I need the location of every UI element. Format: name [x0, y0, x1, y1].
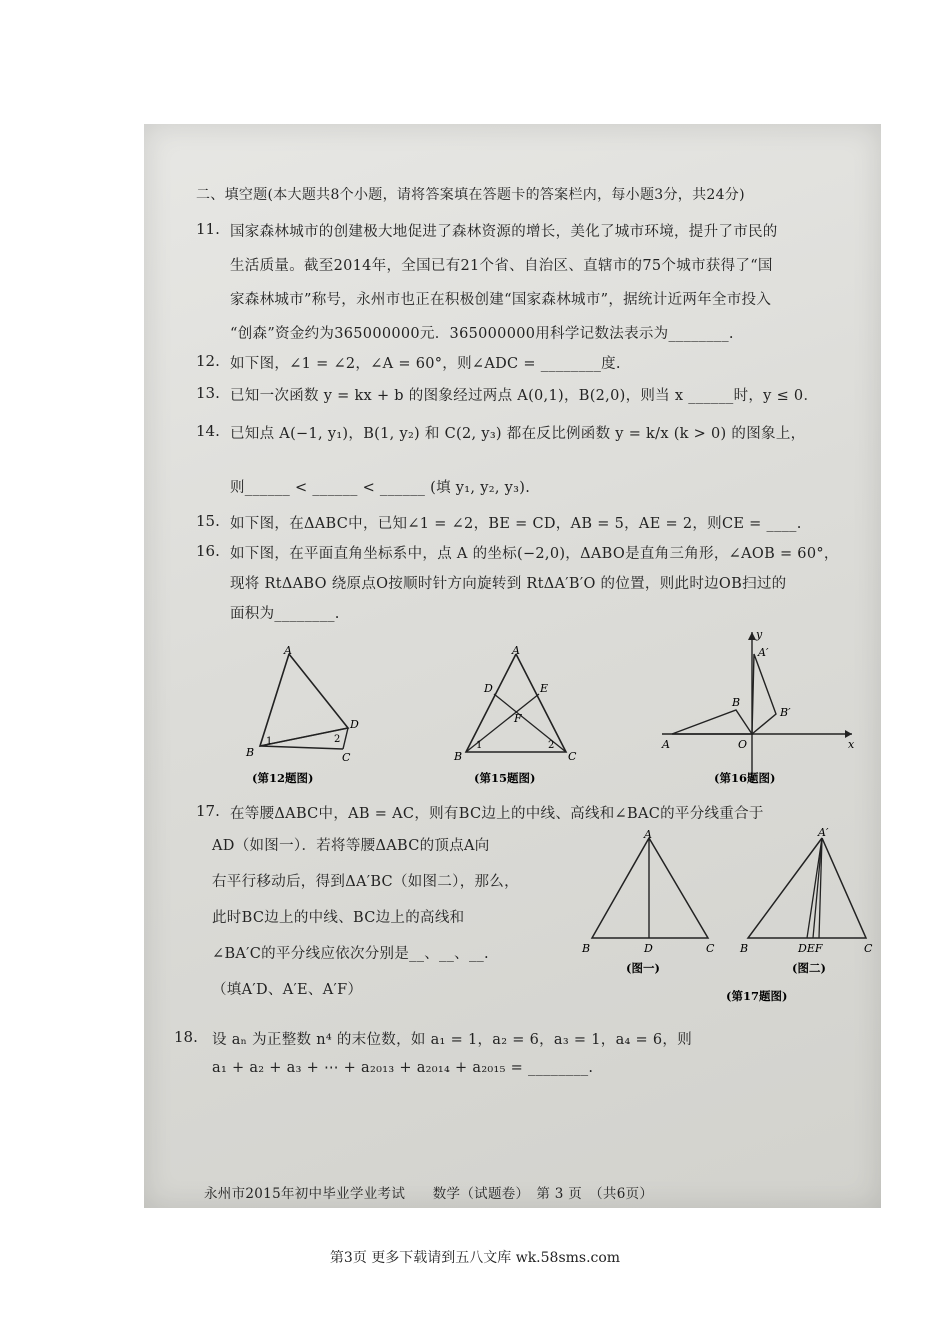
q18-line-2: a₁ + a₂ + a₃ + ⋯ + a₂₀₁₃ + a₂₀₁₄ + a₂₀₁₅ = ________.	[212, 1060, 594, 1076]
figure-17	[576, 828, 876, 1008]
fig15-label-d: D	[484, 682, 493, 695]
fig17b-label-c: C	[864, 942, 873, 955]
q16-line-1: 如下图，在平面直角坐标系中，点 A 的坐标(−2,0)，ΔABO是直角三角形，∠AOB = 60°，	[230, 546, 839, 562]
page-footer: 第3页 更多下载请到五八文库 wk.58sms.com	[329, 1250, 621, 1266]
q11-line-3: 家森林城市”称号，永州市也正在积极创建“国家森林城市”，据统计近两年全市投入	[230, 292, 772, 308]
q17-number: 17.	[196, 802, 220, 820]
q18-line-1: 设 aₙ 为正整数 n⁴ 的末位数，如 a₁ = 1，a₂ = 6，a₃ = 1，a₄ = 6，则	[212, 1032, 693, 1048]
fig15-label-f: F	[514, 712, 522, 725]
fig15-label-c: C	[568, 750, 577, 763]
fig17a-label-a: A	[644, 828, 652, 841]
fig15-label-e: E	[540, 682, 549, 695]
q16-number: 16.	[196, 542, 220, 560]
fig16-label-y: y	[756, 628, 763, 641]
fig17b-label-b: B	[740, 942, 749, 955]
q17-line-6: （填A′D、A′E、A′F）	[212, 982, 363, 998]
figure-12	[232, 644, 372, 789]
fig15-angle-2: 2	[548, 740, 555, 751]
fig15-angle-1: 1	[476, 740, 483, 751]
fig15-caption: (第15题图)	[474, 771, 536, 785]
q11-line-1: 国家森林城市的创建极大地促进了森林资源的增长，美化了城市环境，提升了市民的	[230, 224, 778, 240]
q12-number: 12.	[196, 352, 220, 370]
fig16-label-o: O	[738, 738, 748, 751]
scanned-exam-photo	[144, 124, 881, 1208]
figure-16	[652, 624, 862, 789]
q14-line-2: 则______ < ______ < ______ (填 y₁, y₂, y₃).	[230, 480, 531, 496]
fig16-label-a: A	[662, 738, 670, 751]
fig16-label-b-prime: B′	[780, 706, 791, 719]
fig17a-label-c: C	[706, 942, 715, 955]
fig12-caption: (第12题图)	[252, 771, 314, 785]
fig16-label-x: x	[848, 738, 855, 751]
fig16-label-a-prime: A′	[758, 646, 769, 659]
q17-line-3: 右平行移动后，得到ΔA′BC（如图二），那么，	[212, 874, 519, 890]
q16-line-2: 现将 RtΔABO 绕原点O按顺时针方向旋转到 RtΔA′B′O 的位置，则此时边OB扫过的	[230, 576, 787, 592]
q17-line-2: AD（如图一）．若将等腰ΔABC的顶点A向	[212, 838, 490, 854]
fig12-label-a: A	[284, 644, 292, 657]
q15-number: 15.	[196, 512, 220, 530]
fig12-angle-2: 2	[334, 734, 341, 745]
fig12-label-b: B	[246, 746, 255, 759]
fig17a-label-b: B	[582, 942, 591, 955]
q17-line-4: 此时BC边上的中线、BC边上的高线和	[212, 910, 465, 926]
q15-text: 如下图，在ΔABC中，已知∠1 = ∠2，BE = CD，AB = 5，AE = 2，则CE = ____.	[230, 516, 802, 532]
q17-line-5: ∠BA′C的平分线应依次分别是__、__、__.	[212, 946, 489, 962]
fig12-angle-1: 1	[266, 736, 273, 747]
q11-line-4: “创森”资金约为365000000元．365000000用科学记数法表示为________.	[230, 326, 734, 342]
q13-number: 13.	[196, 384, 220, 402]
fig17b-label-a-prime: A′	[818, 828, 829, 839]
q17-line-1: 在等腰ΔABC中，AB = AC，则有BC边上的中线、高线和∠BAC的平分线重合于	[230, 806, 764, 822]
fig12-label-d: D	[350, 718, 359, 731]
fig16-caption: (第16题图)	[714, 771, 776, 785]
q11-number: 11.	[196, 220, 220, 238]
q13-text: 已知一次函数 y = kx + b 的图象经过两点 A(0,1)，B(2,0)，则当 x ______时，y ≤ 0．	[230, 388, 819, 404]
q11-line-2: 生活质量。截至2014年，全国已有21个省、自治区、直辖市的75个城市获得了“国	[230, 258, 773, 274]
q12-text: 如下图，∠1 = ∠2，∠A = 60°，则∠ADC = ________度.	[230, 356, 621, 372]
fig16-label-b: B	[732, 696, 741, 709]
section-title: 二、填空题(本大题共8个小题，请将答案填在答题卡的答案栏内，每小题3分，共24分)	[196, 187, 745, 203]
q18-number: 18.	[174, 1028, 198, 1046]
paper-footer: 永州市2015年初中毕业学业考试 数学（试题卷） 第 3 页 （共6页）	[204, 1186, 654, 1202]
fig17a-caption: (图一)	[626, 961, 660, 975]
figure-15	[444, 644, 584, 789]
q16-line-3: 面积为________.	[230, 606, 340, 622]
fig17b-label-def: DEF	[798, 942, 823, 955]
fig15-label-a: A	[512, 644, 520, 657]
fig17b-caption: (图二)	[792, 961, 826, 975]
fig12-label-c: C	[342, 751, 351, 764]
q14-number: 14.	[196, 422, 220, 440]
fig17-caption: (第17题图)	[726, 989, 788, 1003]
fig17a-label-d: D	[644, 942, 653, 955]
q14-line-1: 已知点 A(−1, y₁)，B(1, y₂) 和 C(2, y₃) 都在反比例函数 y = k/x (k > 0) 的图象上，	[230, 426, 806, 442]
fig15-label-b: B	[454, 750, 463, 763]
